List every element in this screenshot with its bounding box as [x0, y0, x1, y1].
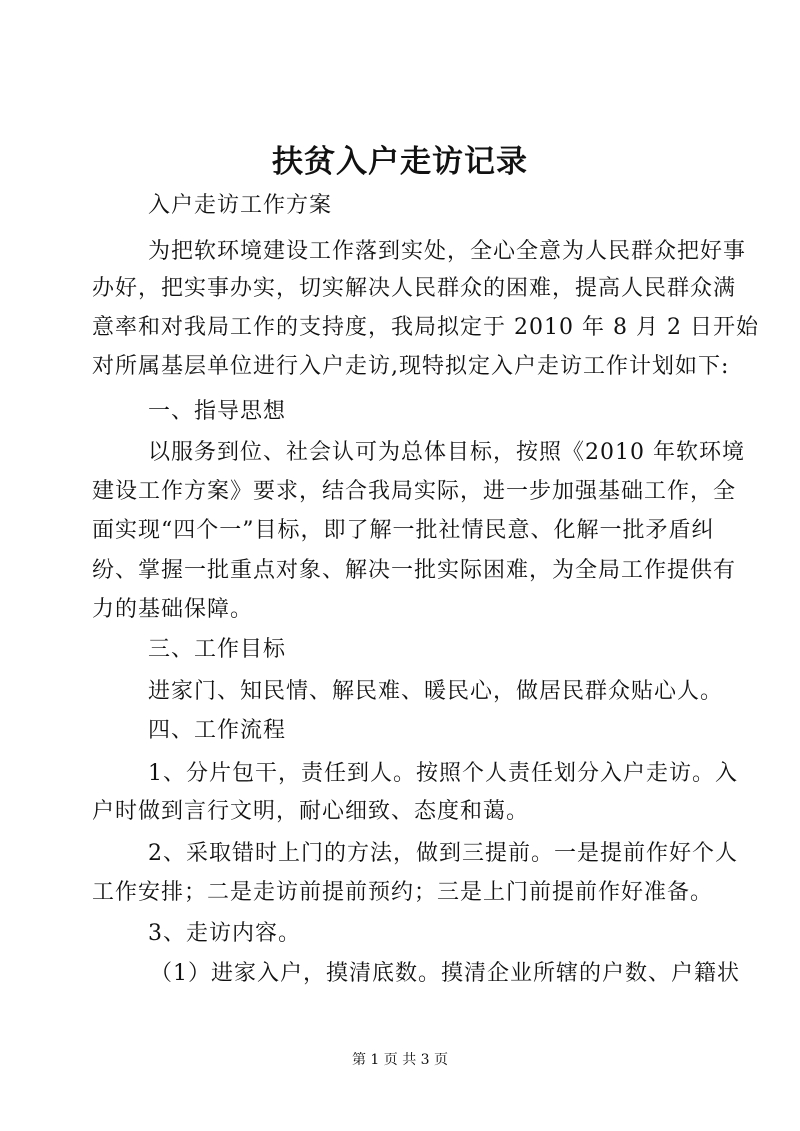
- paragraph-line: 面实现“四个一”目标，即了解一批社情民意、化解一批矛盾纠: [92, 518, 715, 543]
- paragraph-line: 对所属基层单位进行入户走访,现特拟定入户走访工作计划如下:: [92, 354, 730, 379]
- paragraph-line: 建设工作方案》要求，结合我局实际，进一步加强基础工作，全: [92, 479, 737, 504]
- paragraph-line: 纷、掌握一批重点对象、解决一批实际困难，为全局工作提供有: [92, 558, 737, 583]
- paragraph-line: 办好，把实事办实，切实解决人民群众的困难，提高人民群众满: [92, 276, 737, 301]
- section-heading: 三、工作目标: [148, 637, 287, 662]
- page-footer: 第 1 页 共 3 页: [351, 1052, 449, 1068]
- paragraph-line: 力的基础保障。: [92, 597, 254, 622]
- paragraph-line: 以服务到位、社会认可为总体目标，按照《2010 年软环境: [148, 440, 745, 465]
- paragraph-line: 入户走访工作方案: [148, 193, 333, 218]
- paragraph-line: 进家门、知民情、解民难、暖民心，做居民群众贴心人。: [148, 679, 724, 704]
- document-title: 扶贫入户走访记录: [272, 144, 528, 180]
- paragraph-line: 意率和对我局工作的支持度，我局拟定于 2010 年 8 月 2 日开始: [92, 315, 759, 340]
- paragraph-line: 户时做到言行文明，耐心细致、态度和蔼。: [92, 799, 530, 824]
- section-heading: 一、指导思想: [148, 399, 287, 424]
- paragraph-line: （1）进家入户，摸清底数。摸清企业所辖的户数、户籍状: [150, 961, 740, 986]
- paragraph-line: 1、分片包干，责任到人。按照个人责任划分入户走访。入: [148, 761, 738, 786]
- paragraph-line: 2、采取错时上门的方法，做到三提前。一是提前作好个人: [148, 841, 738, 866]
- paragraph-line: 工作安排；二是走访前提前预约；三是上门前提前作好准备。: [92, 880, 714, 905]
- paragraph-line: 3、走访内容。: [148, 921, 301, 946]
- paragraph-line: 为把软环境建设工作落到实处，全心全意为人民群众把好事: [148, 239, 747, 264]
- section-heading: 四、工作流程: [148, 718, 287, 743]
